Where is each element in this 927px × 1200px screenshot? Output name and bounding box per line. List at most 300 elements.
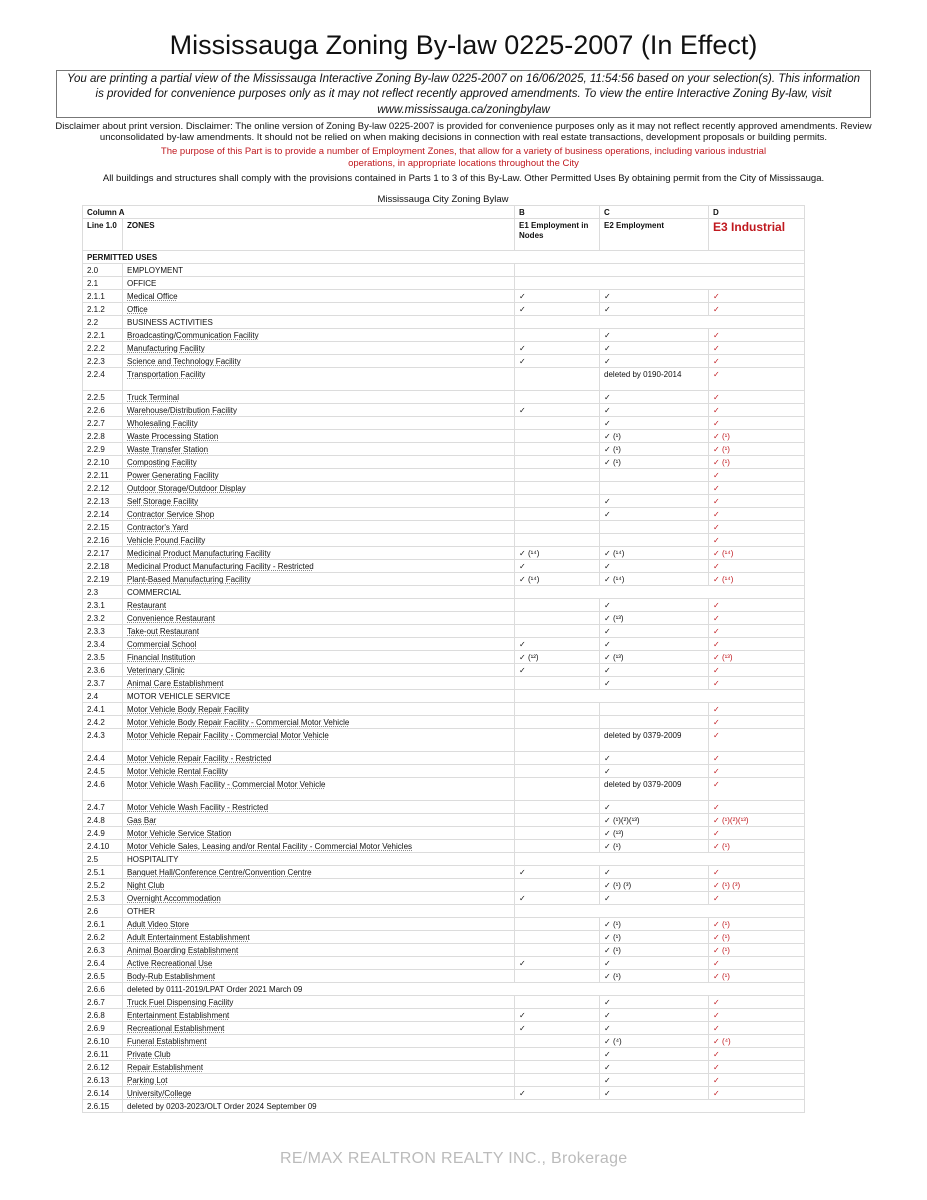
e1-permission-cell: ✓ (¹²) bbox=[515, 651, 600, 664]
e1-permission-cell: ✓ (¹⁴) bbox=[515, 547, 600, 560]
e3-permission-cell: ✓ bbox=[709, 391, 805, 404]
e3-permission-cell: ✓ bbox=[709, 599, 805, 612]
table-row bbox=[83, 443, 805, 456]
line-number-cell: 2.4.5 bbox=[83, 765, 123, 778]
print-notice: You are printing a partial view of the Mississauga Interactive Zoning By-law 0225-2007 on 16/06/2025, 11:54:56 based on your selection(s). This information is provided for convenience purposes only as it may not reflect recently approved amendments. To view the entire Interactive Zoning By-law, visit www.mississauga.ca/zoningbylaw bbox=[56, 70, 871, 118]
use-name-cell: Contractor's Yard bbox=[123, 521, 515, 534]
line-number-cell: 2.4.4 bbox=[83, 752, 123, 765]
e2-permission-cell: ✓ (¹) bbox=[600, 918, 709, 931]
table-row bbox=[83, 495, 805, 508]
e3-permission-cell: ✓ (¹) bbox=[709, 840, 805, 853]
use-name-cell: Outdoor Storage/Outdoor Display bbox=[123, 482, 515, 495]
table-row bbox=[83, 430, 805, 443]
e1-permission-cell: ✓ bbox=[515, 1022, 600, 1035]
e2-permission-cell: ✓ bbox=[600, 677, 709, 690]
e1-permission-cell bbox=[515, 329, 600, 342]
line-number-cell: 2.4.2 bbox=[83, 716, 123, 729]
line-number-cell: 2.4.3 bbox=[83, 729, 123, 752]
table-row bbox=[83, 456, 805, 469]
empty-cell bbox=[515, 905, 805, 918]
e1-permission-cell bbox=[515, 482, 600, 495]
disclaimer-text: Disclaimer about print version. Disclaimer: The online version of Zoning By-law 0225-2007 is provided for convenience purposes only as it may not reflect recently approved amendments. Review unconsolidated by-law amendments. It should not be relied on when making decisions in connection with real estate transactions, development proposals or building permits. bbox=[55, 121, 872, 144]
column-header-row bbox=[83, 206, 805, 219]
line-number-cell: 2.2.3 bbox=[83, 355, 123, 368]
e1-permission-cell: ✓ bbox=[515, 957, 600, 970]
table-row bbox=[83, 944, 805, 957]
table-row bbox=[83, 508, 805, 521]
use-name-cell: Composting Facility bbox=[123, 456, 515, 469]
e2-permission-cell: deleted by 0379-2009 bbox=[600, 778, 709, 801]
table-row bbox=[83, 534, 805, 547]
table-row bbox=[83, 599, 805, 612]
e2-permission-cell: ✓ bbox=[600, 560, 709, 573]
e1-permission-cell bbox=[515, 931, 600, 944]
e3-permission-cell: ✓ bbox=[709, 664, 805, 677]
use-name-cell: Vehicle Pound Facility bbox=[123, 534, 515, 547]
e1-permission-cell bbox=[515, 599, 600, 612]
column-d-header: D bbox=[709, 206, 805, 219]
table-row bbox=[83, 853, 805, 866]
e3-permission-cell: ✓ bbox=[709, 677, 805, 690]
e3-permission-cell: ✓ bbox=[709, 1087, 805, 1100]
line-number-cell: 2.6.6 bbox=[83, 983, 123, 996]
e3-permission-cell: ✓ (⁴) bbox=[709, 1035, 805, 1048]
e2-permission-cell: ✓ bbox=[600, 1087, 709, 1100]
e1-permission-cell bbox=[515, 703, 600, 716]
use-name-cell: Veterinary Clinic bbox=[123, 664, 515, 677]
section-name-cell: BUSINESS ACTIVITIES bbox=[123, 316, 515, 329]
line-number-cell: 2.2.8 bbox=[83, 430, 123, 443]
e1-permission-cell bbox=[515, 752, 600, 765]
table-row bbox=[83, 264, 805, 277]
line-number-cell: 2.3.5 bbox=[83, 651, 123, 664]
e3-permission-cell: ✓ bbox=[709, 957, 805, 970]
table-row bbox=[83, 801, 805, 814]
table-row bbox=[83, 996, 805, 1009]
e1-permission-cell: ✓ bbox=[515, 638, 600, 651]
use-name-cell: Convenience Restaurant bbox=[123, 612, 515, 625]
purpose-text: The purpose of this Part is to provide a number of Employment Zones, that allow for a variety of business operations, including various industrial operations, in appropriate locations throughout the City bbox=[160, 146, 767, 169]
e3-permission-cell: ✓ (¹⁴) bbox=[709, 547, 805, 560]
line-number-cell: 2.2 bbox=[83, 316, 123, 329]
line-number-cell: 2.4.7 bbox=[83, 801, 123, 814]
use-name-cell: University/College bbox=[123, 1087, 515, 1100]
table-row bbox=[83, 892, 805, 905]
e1-permission-cell bbox=[515, 1074, 600, 1087]
use-name-cell: Medicinal Product Manufacturing Facility - Restricted bbox=[123, 560, 515, 573]
deleted-use-cell: deleted by 0203-2023/OLT Order 2024 September 09 bbox=[123, 1100, 805, 1113]
table-row bbox=[83, 368, 805, 391]
e3-permission-cell: ✓ (¹) bbox=[709, 430, 805, 443]
e2-permission-cell bbox=[600, 469, 709, 482]
line-number-cell: 2.3.4 bbox=[83, 638, 123, 651]
e2-permission-cell: ✓ bbox=[600, 417, 709, 430]
line-number-cell: 2.3.7 bbox=[83, 677, 123, 690]
section-name-cell: MOTOR VEHICLE SERVICE bbox=[123, 690, 515, 703]
e3-permission-cell: ✓ bbox=[709, 290, 805, 303]
use-name-cell: Truck Fuel Dispensing Facility bbox=[123, 996, 515, 1009]
e2-permission-cell: ✓ bbox=[600, 404, 709, 417]
e1-permission-cell bbox=[515, 612, 600, 625]
use-name-cell: Gas Bar bbox=[123, 814, 515, 827]
line-number-cell: 2.2.17 bbox=[83, 547, 123, 560]
e3-permission-cell: ✓ bbox=[709, 368, 805, 391]
e1-permission-cell: ✓ bbox=[515, 664, 600, 677]
table-row bbox=[83, 778, 805, 801]
use-name-cell: Transportation Facility bbox=[123, 368, 515, 391]
table-row bbox=[83, 391, 805, 404]
e3-permission-cell: ✓ bbox=[709, 765, 805, 778]
e1-permission-cell bbox=[515, 521, 600, 534]
e3-permission-cell: ✓ (¹)(²)(¹³) bbox=[709, 814, 805, 827]
line-number-cell: 2.6.7 bbox=[83, 996, 123, 1009]
e2-permission-cell: ✓ bbox=[600, 866, 709, 879]
line-number-cell: 2.0 bbox=[83, 264, 123, 277]
table-row bbox=[83, 651, 805, 664]
table-row bbox=[83, 814, 805, 827]
line-number-cell: 2.6.8 bbox=[83, 1009, 123, 1022]
e3-permission-cell: ✓ bbox=[709, 752, 805, 765]
line-number-cell: 2.2.15 bbox=[83, 521, 123, 534]
line-number-cell: 2.3 bbox=[83, 586, 123, 599]
table-row bbox=[83, 905, 805, 918]
use-name-cell: Motor Vehicle Repair Facility - Restricted bbox=[123, 752, 515, 765]
e2-permission-cell: ✓ (⁴) bbox=[600, 1035, 709, 1048]
e3-permission-cell: ✓ (¹) bbox=[709, 970, 805, 983]
e2-permission-cell: ✓ (¹)(²)(¹³) bbox=[600, 814, 709, 827]
e1-permission-cell bbox=[515, 716, 600, 729]
e1-permission-cell: ✓ bbox=[515, 303, 600, 316]
line-number-cell: 2.1.1 bbox=[83, 290, 123, 303]
line-number-cell: 2.6.1 bbox=[83, 918, 123, 931]
e1-permission-cell bbox=[515, 778, 600, 801]
use-name-cell: Animal Boarding Establishment bbox=[123, 944, 515, 957]
empty-cell bbox=[515, 853, 805, 866]
line-number-cell: 2.3.6 bbox=[83, 664, 123, 677]
use-name-cell: Medical Office bbox=[123, 290, 515, 303]
e2-permission-cell: ✓ bbox=[600, 391, 709, 404]
table-row bbox=[83, 879, 805, 892]
zones-header: ZONES bbox=[123, 219, 515, 251]
section-name-cell: EMPLOYMENT bbox=[123, 264, 515, 277]
table-row bbox=[83, 612, 805, 625]
use-name-cell: Self Storage Facility bbox=[123, 495, 515, 508]
zone-e3-label: E3 Industrial bbox=[713, 220, 786, 234]
e2-permission-cell: ✓ bbox=[600, 801, 709, 814]
e1-permission-cell bbox=[515, 430, 600, 443]
table-row bbox=[83, 303, 805, 316]
use-name-cell: Contractor Service Shop bbox=[123, 508, 515, 521]
table-row bbox=[83, 316, 805, 329]
use-name-cell: Private Club bbox=[123, 1048, 515, 1061]
e1-permission-cell bbox=[515, 534, 600, 547]
e2-permission-cell: ✓ (¹³) bbox=[600, 827, 709, 840]
e3-permission-cell: ✓ bbox=[709, 1061, 805, 1074]
e3-permission-cell: ✓ (¹) (³) bbox=[709, 879, 805, 892]
e2-permission-cell: ✓ (¹) bbox=[600, 456, 709, 469]
e1-permission-cell bbox=[515, 996, 600, 1009]
e1-permission-cell: ✓ bbox=[515, 892, 600, 905]
zone-e2-header: E2 Employment bbox=[600, 219, 709, 251]
e2-permission-cell: ✓ bbox=[600, 1048, 709, 1061]
e1-permission-cell bbox=[515, 469, 600, 482]
e2-permission-cell bbox=[600, 716, 709, 729]
e2-permission-cell: ✓ bbox=[600, 957, 709, 970]
line-number-cell: 2.4.10 bbox=[83, 840, 123, 853]
table-row bbox=[83, 983, 805, 996]
e3-permission-cell: ✓ bbox=[709, 778, 805, 801]
e3-permission-cell: ✓ (¹) bbox=[709, 443, 805, 456]
table-row bbox=[83, 957, 805, 970]
use-name-cell: Waste Processing Station bbox=[123, 430, 515, 443]
use-name-cell: Truck Terminal bbox=[123, 391, 515, 404]
e1-permission-cell bbox=[515, 1035, 600, 1048]
line-number-cell: 2.3.3 bbox=[83, 625, 123, 638]
e3-permission-cell: ✓ bbox=[709, 866, 805, 879]
use-name-cell: Recreational Establishment bbox=[123, 1022, 515, 1035]
buildings-text: All buildings and structures shall comply with the provisions contained in Parts 1 to 3 of this By-Law. Other Permitted Uses By obtaining permit from the City of Mississauga. bbox=[102, 173, 825, 184]
line-number-cell: 2.3.2 bbox=[83, 612, 123, 625]
e1-permission-cell bbox=[515, 814, 600, 827]
section-name-cell: OTHER bbox=[123, 905, 515, 918]
use-name-cell: Take-out Restaurant bbox=[123, 625, 515, 638]
line-number-cell: 2.1.2 bbox=[83, 303, 123, 316]
use-name-cell: Adult Entertainment Establishment bbox=[123, 931, 515, 944]
use-name-cell: Animal Care Establishment bbox=[123, 677, 515, 690]
page-title: Mississauga Zoning By-law 0225-2007 (In Effect) bbox=[169, 30, 758, 60]
e3-permission-cell: ✓ bbox=[709, 303, 805, 316]
e3-permission-cell: ✓ bbox=[709, 729, 805, 752]
e3-permission-cell: ✓ bbox=[709, 1022, 805, 1035]
e2-permission-cell: ✓ bbox=[600, 664, 709, 677]
table-row bbox=[83, 866, 805, 879]
line-number-cell: 2.5 bbox=[83, 853, 123, 866]
empty-cell bbox=[515, 264, 805, 277]
e1-permission-cell bbox=[515, 970, 600, 983]
use-name-cell: Office bbox=[123, 303, 515, 316]
table-row bbox=[83, 547, 805, 560]
use-name-cell: Wholesaling Facility bbox=[123, 417, 515, 430]
e3-permission-cell: ✓ bbox=[709, 417, 805, 430]
table-row bbox=[83, 417, 805, 430]
e2-permission-cell: ✓ (¹⁴) bbox=[600, 547, 709, 560]
e1-permission-cell bbox=[515, 368, 600, 391]
use-name-cell: Overnight Accommodation bbox=[123, 892, 515, 905]
line-number-cell: 2.2.1 bbox=[83, 329, 123, 342]
line-number-cell: 2.6.3 bbox=[83, 944, 123, 957]
line-number-cell: 2.6.14 bbox=[83, 1087, 123, 1100]
use-name-cell: Motor Vehicle Body Repair Facility bbox=[123, 703, 515, 716]
e2-permission-cell bbox=[600, 482, 709, 495]
use-name-cell: Motor Vehicle Sales, Leasing and/or Rental Facility - Commercial Motor Vehicles bbox=[123, 840, 515, 853]
e1-permission-cell bbox=[515, 729, 600, 752]
table-row bbox=[83, 765, 805, 778]
e3-permission-cell: ✓ bbox=[709, 534, 805, 547]
e1-permission-cell bbox=[515, 391, 600, 404]
line-number-cell: 2.6.5 bbox=[83, 970, 123, 983]
use-name-cell: Motor Vehicle Service Station bbox=[123, 827, 515, 840]
e3-permission-cell: ✓ (¹³) bbox=[709, 651, 805, 664]
use-name-cell: Restaurant bbox=[123, 599, 515, 612]
e1-permission-cell bbox=[515, 944, 600, 957]
use-name-cell: Motor Vehicle Rental Facility bbox=[123, 765, 515, 778]
table-row bbox=[83, 690, 805, 703]
e2-permission-cell: ✓ (¹) bbox=[600, 970, 709, 983]
e2-permission-cell: ✓ bbox=[600, 625, 709, 638]
deleted-use-cell: deleted by 0111-2019/LPAT Order 2021 March 09 bbox=[123, 983, 805, 996]
e3-permission-cell: ✓ bbox=[709, 482, 805, 495]
line-number-cell: 2.4 bbox=[83, 690, 123, 703]
use-name-cell: Medicinal Product Manufacturing Facility bbox=[123, 547, 515, 560]
table-row bbox=[83, 625, 805, 638]
table-row bbox=[83, 469, 805, 482]
table-row bbox=[83, 482, 805, 495]
e2-permission-cell: ✓ bbox=[600, 892, 709, 905]
e1-permission-cell bbox=[515, 827, 600, 840]
e3-permission-cell: ✓ bbox=[709, 560, 805, 573]
e3-permission-cell: ✓ (¹⁴) bbox=[709, 573, 805, 586]
e3-permission-cell: ✓ bbox=[709, 355, 805, 368]
use-name-cell: Power Generating Facility bbox=[123, 469, 515, 482]
empty-cell bbox=[515, 586, 805, 599]
e3-permission-cell: ✓ bbox=[709, 625, 805, 638]
e3-permission-cell: ✓ bbox=[709, 612, 805, 625]
line-number-cell: 2.2.10 bbox=[83, 456, 123, 469]
use-name-cell: Active Recreational Use bbox=[123, 957, 515, 970]
e3-permission-cell: ✓ (¹) bbox=[709, 931, 805, 944]
use-name-cell: Funeral Establishment bbox=[123, 1035, 515, 1048]
use-name-cell: Financial Institution bbox=[123, 651, 515, 664]
column-c-header: C bbox=[600, 206, 709, 219]
table-caption: Mississauga City Zoning Bylaw bbox=[377, 194, 509, 205]
e3-permission-cell: ✓ bbox=[709, 716, 805, 729]
use-name-cell: Waste Transfer Station bbox=[123, 443, 515, 456]
e1-permission-cell: ✓ bbox=[515, 290, 600, 303]
e1-permission-cell: ✓ bbox=[515, 404, 600, 417]
e3-permission-cell: ✓ bbox=[709, 1074, 805, 1087]
empty-cell bbox=[515, 316, 805, 329]
permitted-uses-row bbox=[83, 251, 805, 264]
e2-permission-cell: ✓ (¹) bbox=[600, 443, 709, 456]
empty-cell bbox=[515, 690, 805, 703]
e1-permission-cell: ✓ bbox=[515, 355, 600, 368]
e3-permission-cell: ✓ bbox=[709, 638, 805, 651]
e2-permission-cell: ✓ bbox=[600, 355, 709, 368]
e3-permission-cell: ✓ bbox=[709, 508, 805, 521]
table-row bbox=[83, 1048, 805, 1061]
e2-permission-cell: ✓ bbox=[600, 752, 709, 765]
line-number-cell: 2.2.4 bbox=[83, 368, 123, 391]
line-number-cell: 2.6.4 bbox=[83, 957, 123, 970]
e2-permission-cell: ✓ bbox=[600, 303, 709, 316]
table-row bbox=[83, 729, 805, 752]
line-number-cell: 2.2.9 bbox=[83, 443, 123, 456]
e3-permission-cell: ✓ (¹) bbox=[709, 918, 805, 931]
use-name-cell: Plant-Based Manufacturing Facility bbox=[123, 573, 515, 586]
e3-permission-cell: ✓ bbox=[709, 329, 805, 342]
table-row bbox=[83, 1074, 805, 1087]
use-name-cell: Commercial School bbox=[123, 638, 515, 651]
line-number-cell: 2.4.9 bbox=[83, 827, 123, 840]
table-row bbox=[83, 703, 805, 716]
e2-permission-cell bbox=[600, 534, 709, 547]
table-row bbox=[83, 355, 805, 368]
use-name-cell: Banquet Hall/Conference Centre/Convention Centre bbox=[123, 866, 515, 879]
line-number-cell: 2.2.14 bbox=[83, 508, 123, 521]
e2-permission-cell: ✓ bbox=[600, 329, 709, 342]
table-row bbox=[83, 931, 805, 944]
line-header: Line 1.0 bbox=[83, 219, 123, 251]
e2-permission-cell: ✓ bbox=[600, 599, 709, 612]
table-row bbox=[83, 840, 805, 853]
e1-permission-cell bbox=[515, 1061, 600, 1074]
table-row bbox=[83, 970, 805, 983]
use-name-cell: Night Club bbox=[123, 879, 515, 892]
e3-permission-cell: ✓ bbox=[709, 495, 805, 508]
table-row bbox=[83, 677, 805, 690]
e2-permission-cell: ✓ bbox=[600, 1074, 709, 1087]
e1-permission-cell bbox=[515, 840, 600, 853]
line-number-cell: 2.5.1 bbox=[83, 866, 123, 879]
table-row bbox=[83, 1100, 805, 1113]
e2-permission-cell: deleted by 0379-2009 bbox=[600, 729, 709, 752]
line-number-cell: 2.2.16 bbox=[83, 534, 123, 547]
section-name-cell: COMMERCIAL bbox=[123, 586, 515, 599]
e2-permission-cell: ✓ (¹³) bbox=[600, 651, 709, 664]
e2-permission-cell: ✓ bbox=[600, 342, 709, 355]
e2-permission-cell: ✓ bbox=[600, 765, 709, 778]
line-number-cell: 2.2.12 bbox=[83, 482, 123, 495]
e1-permission-cell bbox=[515, 801, 600, 814]
use-name-cell: Science and Technology Facility bbox=[123, 355, 515, 368]
column-a-header: Column A bbox=[83, 206, 515, 219]
e3-permission-cell: ✓ bbox=[709, 801, 805, 814]
table-row bbox=[83, 1061, 805, 1074]
e2-permission-cell: ✓ (¹) bbox=[600, 430, 709, 443]
e2-permission-cell: ✓ bbox=[600, 508, 709, 521]
use-name-cell: Repair Establishment bbox=[123, 1061, 515, 1074]
e2-permission-cell: ✓ bbox=[600, 290, 709, 303]
e2-permission-cell: ✓ (¹) (³) bbox=[600, 879, 709, 892]
e1-permission-cell bbox=[515, 417, 600, 430]
empty-cell bbox=[515, 277, 805, 290]
brokerage-watermark: RE/MAX REALTRON REALTY INC., Brokerage bbox=[280, 1150, 628, 1167]
e2-permission-cell: ✓ bbox=[600, 1009, 709, 1022]
e2-permission-cell bbox=[600, 521, 709, 534]
zone-header-row bbox=[83, 219, 805, 251]
table-row bbox=[83, 664, 805, 677]
line-number-cell: 2.2.11 bbox=[83, 469, 123, 482]
table-row bbox=[83, 752, 805, 765]
e2-permission-cell: ✓ bbox=[600, 495, 709, 508]
line-number-cell: 2.2.2 bbox=[83, 342, 123, 355]
use-name-cell: Parking Lot bbox=[123, 1074, 515, 1087]
line-number-cell: 2.4.6 bbox=[83, 778, 123, 801]
use-name-cell: Motor Vehicle Repair Facility - Commercial Motor Vehicle bbox=[123, 729, 515, 752]
line-number-cell: 2.6.11 bbox=[83, 1048, 123, 1061]
e3-permission-cell: ✓ bbox=[709, 342, 805, 355]
e1-permission-cell: ✓ bbox=[515, 342, 600, 355]
line-number-cell: 2.5.2 bbox=[83, 879, 123, 892]
e2-permission-cell: ✓ (¹) bbox=[600, 840, 709, 853]
line-number-cell: 2.2.18 bbox=[83, 560, 123, 573]
e2-permission-cell: ✓ bbox=[600, 1022, 709, 1035]
e3-permission-cell: ✓ bbox=[709, 827, 805, 840]
line-number-cell: 2.6.15 bbox=[83, 1100, 123, 1113]
section-name-cell: OFFICE bbox=[123, 277, 515, 290]
column-b-header: B bbox=[515, 206, 600, 219]
table-row bbox=[83, 290, 805, 303]
